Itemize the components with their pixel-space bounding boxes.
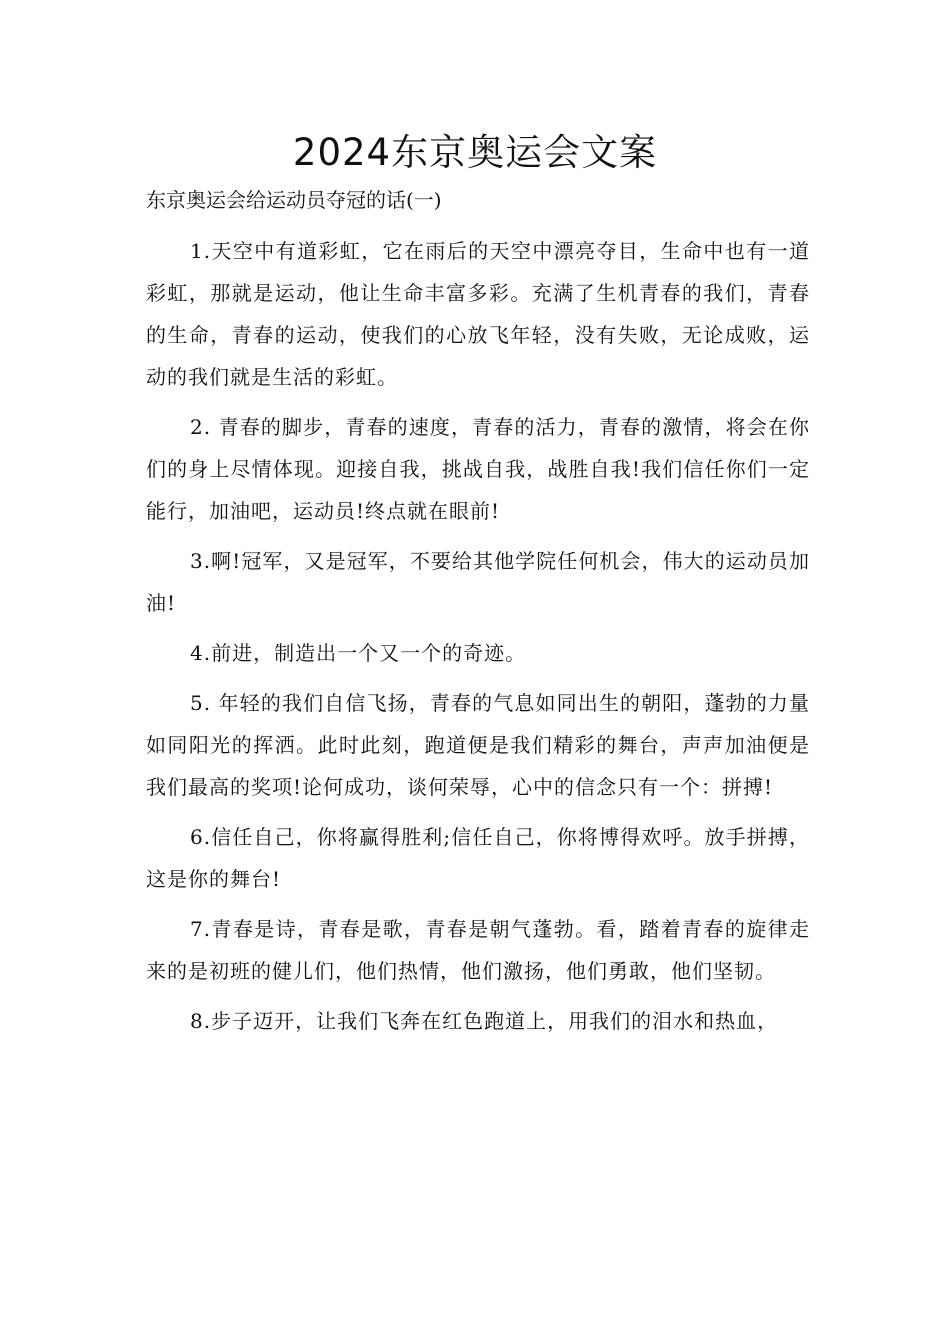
- paragraph-8: 8.步子迈开，让我们飞奔在红色跑道上，用我们的泪水和热血，: [190, 1009, 779, 1033]
- document-title: 2024东京奥运会文案: [292, 131, 658, 174]
- paragraph-1: 1.天空中有道彩虹，它在雨后的天空中漂亮夺目，生命中也有一道彩虹，那就是运动，他让生命丰富多彩。充满了生机青春的我们，青春的生命，青春的运动，使我们的心放飞年轻，没有失败，无论成败，运动的我们就是生活的彩虹。: [146, 239, 810, 389]
- paragraph-4: 4.前进，制造出一个又一个的奇迹。: [190, 641, 527, 665]
- paragraph-7: 7.青春是诗，青春是歌，青春是朝气蓬勃。看，踏着青春的旋律走来的是初班的健儿们，他们热情，他们激扬，他们勇敢，他们坚韧。: [146, 917, 810, 983]
- paragraph-2: 2. 青春的脚步，青春的速度，青春的活力，青春的激情，将会在你们的身上尽情体现。迎接自我，挑战自我，战胜自我!我们信任你们一定能行，加油吧，运动员!终点就在眼前!: [146, 415, 810, 523]
- section-subtitle: 东京奥运会给运动员夺冠的话(一): [146, 188, 442, 212]
- paragraph-6: 6.信任自己，你将赢得胜利;信任自己，你将博得欢呼。放手拼搏，这是你的舞台!: [146, 825, 810, 891]
- paragraph-5: 5. 年轻的我们自信飞扬，青春的气息如同出生的朝阳，蓬勃的力量如同阳光的挥洒。此时此刻，跑道便是我们精彩的舞台，声声加油便是我们最高的奖项!论何成功，谈何荣辱，心中的信念只有一个：拼搏!: [146, 691, 810, 799]
- document-body: [146, 230, 810, 1050]
- paragraph-3: 3.啊!冠军，又是冠军，不要给其他学院任何机会，伟大的运动员加油!: [146, 549, 810, 615]
